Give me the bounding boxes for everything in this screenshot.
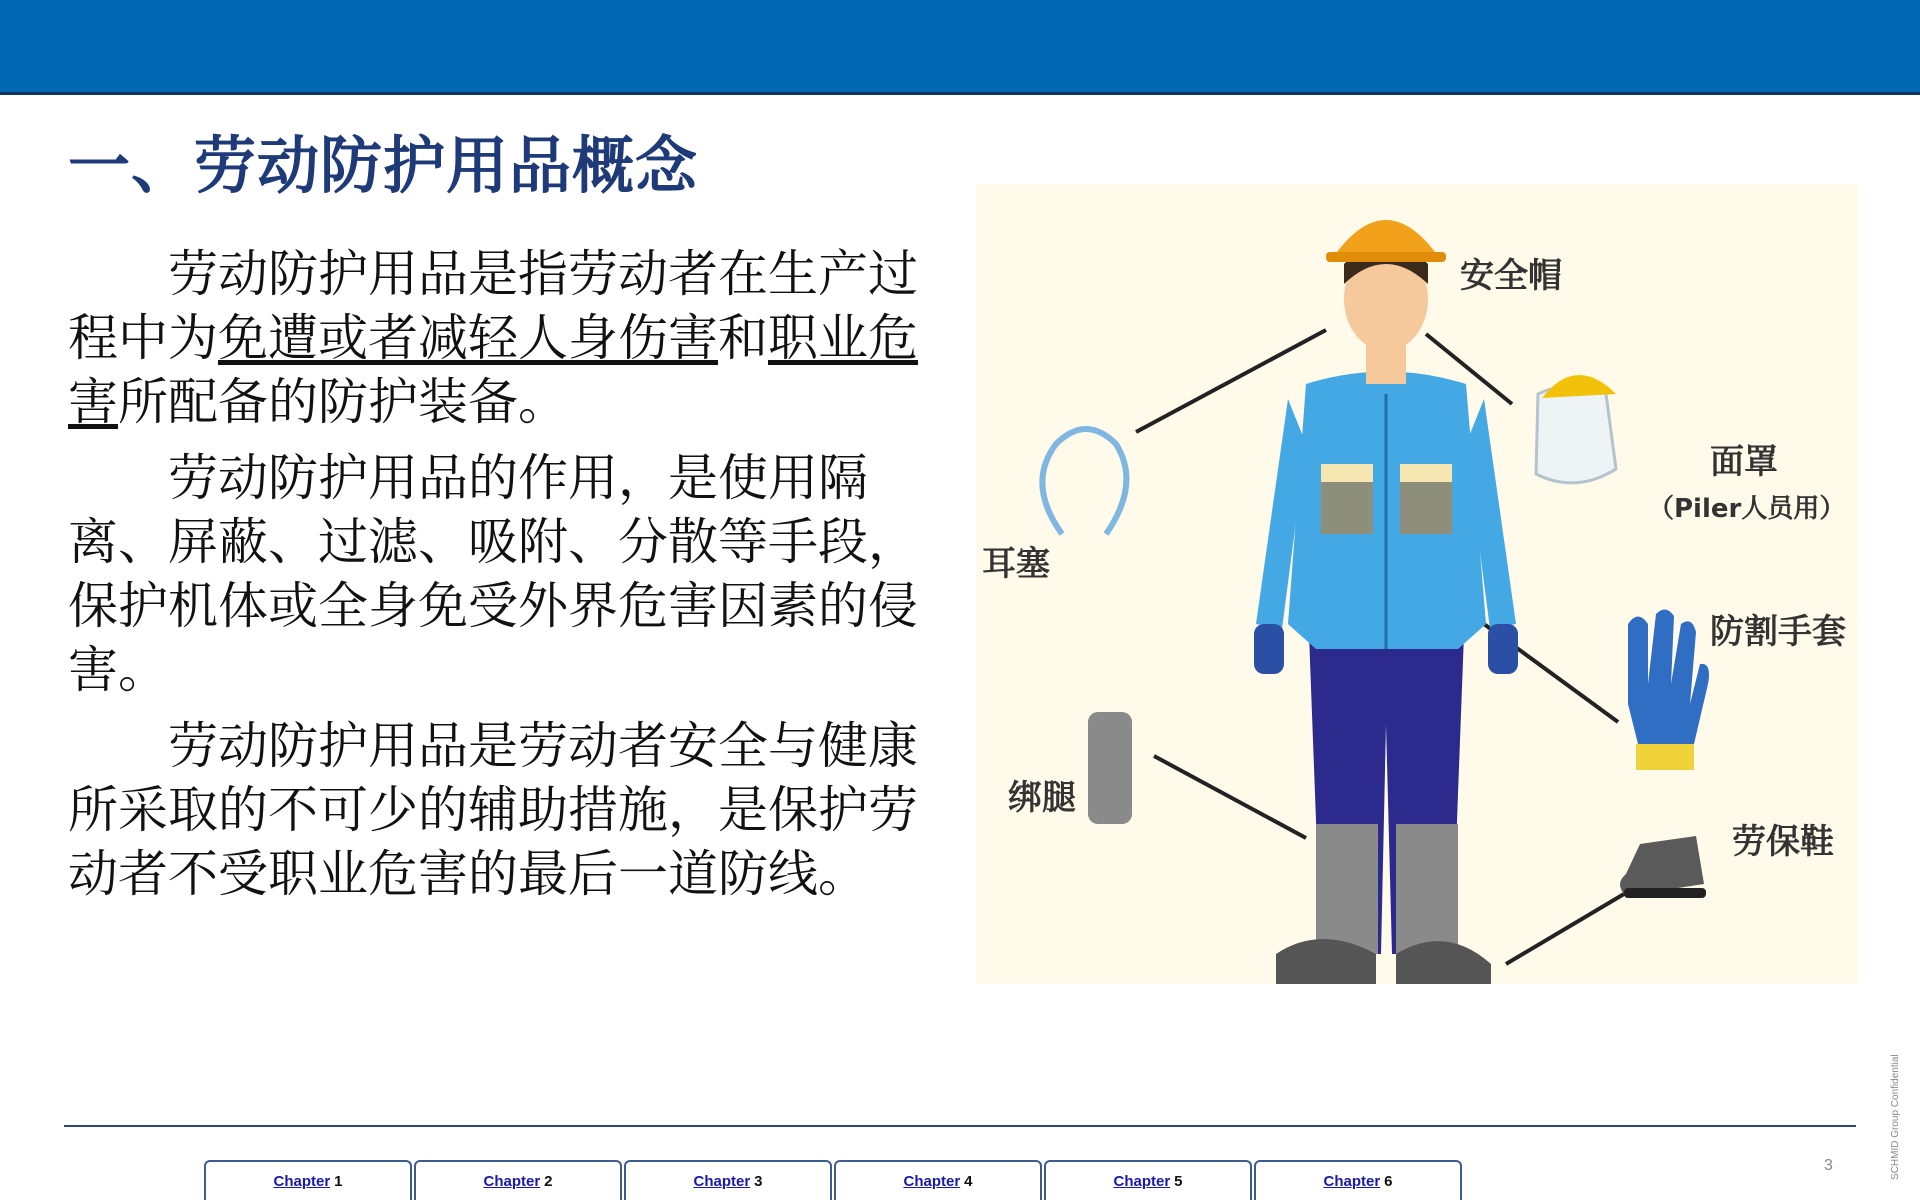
underlined-phrase-1: 免遭或者减轻人身伤害 — [218, 309, 718, 367]
chapter-tab-3[interactable]: Chapter 3 — [624, 1160, 832, 1200]
chapter-tab-2[interactable]: Chapter 2 — [414, 1160, 622, 1200]
shoes-connector — [1506, 894, 1624, 964]
label-face-shield: 面罩 — [1710, 442, 1778, 482]
page-title: 一、劳动防护用品概念 — [68, 129, 699, 202]
paragraph-1: 劳动防护用品是指劳动者在生产过程中为免遭或者减轻人身伤害和职业危害所配备的防护装备。 — [68, 245, 918, 431]
chapter-tab-6[interactable]: Chapter 6 — [1254, 1160, 1462, 1200]
chapter-tab-1[interactable]: Chapter 1 — [204, 1160, 412, 1200]
header-bar — [0, 0, 1920, 95]
leggings-connector — [1154, 756, 1306, 838]
earplug-connector — [1136, 330, 1326, 432]
ppe-illustration — [976, 184, 1858, 984]
label-face-shield-note: （Piler人员用） — [1648, 494, 1846, 524]
worker-figure-icon — [1254, 220, 1518, 984]
footer-divider — [64, 1125, 1856, 1127]
page-number: 3 — [1824, 1157, 1833, 1174]
label-earplugs: 耳塞 — [982, 544, 1050, 584]
safety-shoe-icon — [1620, 836, 1706, 898]
paragraph-3: 劳动防护用品是劳动者安全与健康所采取的不可少的辅助措施，是保护劳动者不受职业危害的最后一道防线。 — [68, 717, 918, 903]
chapter-tab-4[interactable]: Chapter 4 — [834, 1160, 1042, 1200]
ppe-drawing — [976, 184, 1858, 984]
chapter-tab-5[interactable]: Chapter 5 — [1044, 1160, 1252, 1200]
label-shoes: 劳保鞋 — [1732, 822, 1834, 862]
label-leggings: 绑腿 — [1008, 778, 1076, 818]
earplugs-icon — [1042, 429, 1126, 534]
underlined-phrase-2: 职业危害 — [68, 309, 918, 431]
label-helmet: 安全帽 — [1460, 256, 1562, 296]
label-gloves: 防割手套 — [1710, 612, 1846, 652]
leggings-icon — [1088, 712, 1132, 824]
face-shield-icon — [1536, 375, 1616, 483]
chapter-nav — [204, 1160, 1464, 1200]
body-text — [68, 242, 928, 918]
paragraph-2: 劳动防护用品的作用，是使用隔离、屏蔽、过滤、吸附、分散等手段，保护机体或全身免受外界危害因素的侵害。 — [68, 449, 918, 699]
gloves-icon — [1628, 609, 1709, 770]
confidential-notice: SCHMID Group Confidential — [1890, 1054, 1901, 1180]
